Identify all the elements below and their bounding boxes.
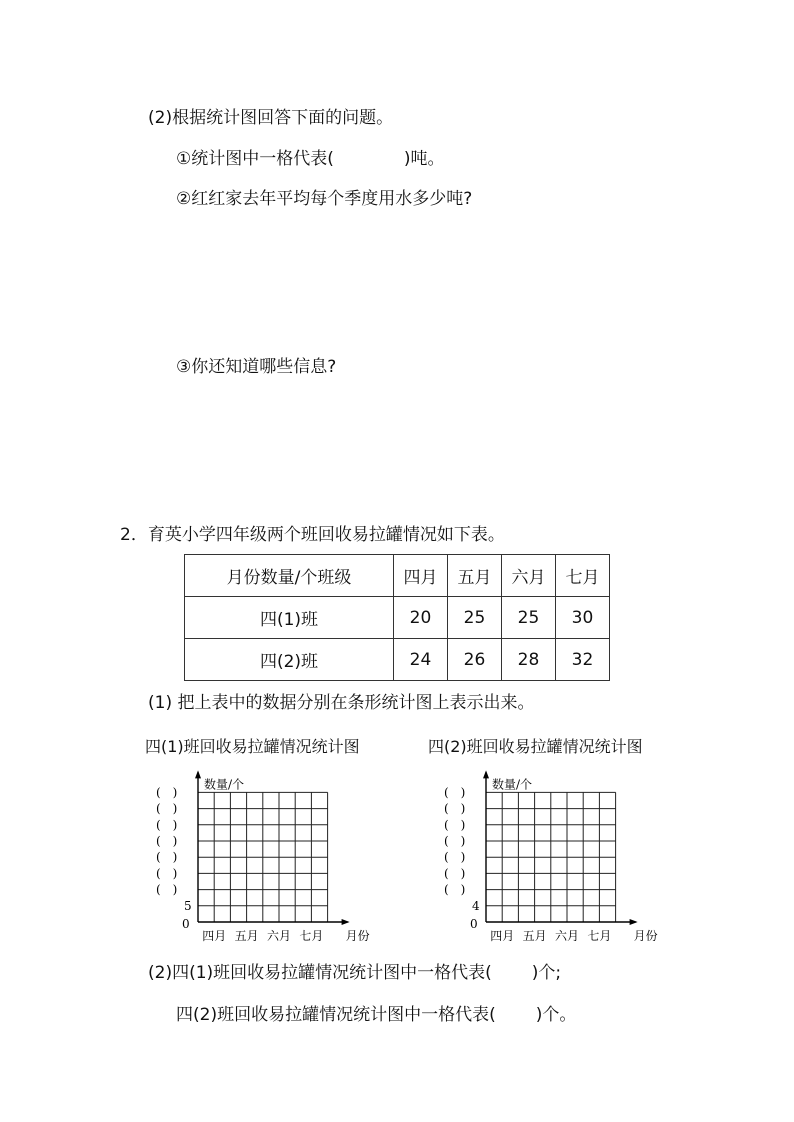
q1-sub1-prefix: ①统计图中一格代表( [176,149,334,169]
q1-sub2: ②红红家去年平均每个季度用水多少吨? [176,189,473,209]
x-axis-arrow [630,919,638,925]
q2-part2-line2-suffix: )个。 [535,1005,577,1025]
q1-sub1 [176,148,445,170]
table-cell: 32 [556,639,610,681]
y-axis-label: 数量/个 [492,777,533,792]
x-tick-label: 六月 [266,929,292,943]
y-axis-arrow [483,770,489,778]
x-tick-label: 六月 [554,929,580,943]
x-axis-label: 月份 [633,929,658,943]
table-month-header: 五月 [448,555,502,597]
y-tick-blank: ( ) [156,850,178,865]
table-month-header: 四月 [394,555,448,597]
y-tick-blank: ( ) [444,834,466,848]
chart2-grid[interactable] [438,770,678,950]
q2-part2-line1-prefix: (2)四(1)班回收易拉罐情况统计图中一格代表( [148,963,492,983]
y-tick-label: 0 [470,917,478,931]
y-axis-label: 数量/个 [204,777,245,792]
y-tick-blank: ( ) [156,785,178,800]
chart1-grid[interactable] [150,770,390,950]
y-tick-blank: ( ) [156,882,178,897]
x-tick-label: 四月 [490,929,515,943]
table-month-header: 六月 [502,555,556,597]
table-cell: 25 [502,597,556,639]
y-tick-blank: ( ) [156,817,178,832]
x-axis-arrow [342,919,350,925]
x-tick-label: 四月 [202,929,227,943]
q2-part1: (1) 把上表中的数据分别在条形统计图上表示出来。 [148,693,535,713]
chart2-title: 四(2)班回收易拉罐情况统计图 [428,737,643,756]
table-row-label: 四(2)班 [185,639,394,681]
y-tick-blank: ( ) [156,866,178,881]
x-tick-label: 五月 [234,929,259,943]
q1-sub1-suffix: )吨。 [403,149,445,169]
q2-part2-line2 [176,1004,576,1026]
y-tick-label: 5 [184,898,192,913]
y-tick-blank: ( ) [156,801,178,816]
table-cell: 28 [502,639,556,681]
y-tick-blank: ( ) [444,817,466,832]
y-tick-blank: ( ) [444,850,466,865]
table-cell: 25 [448,597,502,639]
q2-part2-line1 [148,962,561,984]
y-tick-blank: ( ) [444,866,466,881]
q2-part2-line1-suffix: )个; [531,963,562,983]
table-cell: 30 [556,597,610,639]
table-month-header: 七月 [556,555,610,597]
y-tick-blank: ( ) [444,882,466,897]
table-cell: 20 [394,597,448,639]
y-tick-blank: ( ) [156,834,178,848]
y-axis-arrow [195,770,201,778]
y-tick-label: 4 [472,898,480,913]
y-tick-blank: ( ) [444,785,466,800]
x-tick-label: 五月 [522,929,547,943]
y-tick-blank: ( ) [444,801,466,816]
table-row [185,639,610,681]
q2-intro: 2．育英小学四年级两个班回收易拉罐情况如下表。 [120,525,505,545]
table-cell: 24 [394,639,448,681]
table-row-label: 四(1)班 [185,597,394,639]
table-cell: 26 [448,639,502,681]
table-header-row [185,555,610,597]
table-corner-header: 月份数量/个班级 [185,555,394,597]
chart1-title: 四(1)班回收易拉罐情况统计图 [145,737,360,756]
y-tick-label: 0 [182,917,190,931]
x-tick-label: 七月 [299,929,324,943]
x-tick-label: 七月 [587,929,612,943]
data-table [184,554,610,681]
q1-part2-intro: (2)根据统计图回答下面的问题。 [148,108,394,128]
table-row [185,597,610,639]
x-axis-label: 月份 [345,929,370,943]
q2-part2-line2-prefix: 四(2)班回收易拉罐情况统计图中一格代表( [176,1005,496,1025]
q1-sub3: ③你还知道哪些信息? [176,357,337,377]
